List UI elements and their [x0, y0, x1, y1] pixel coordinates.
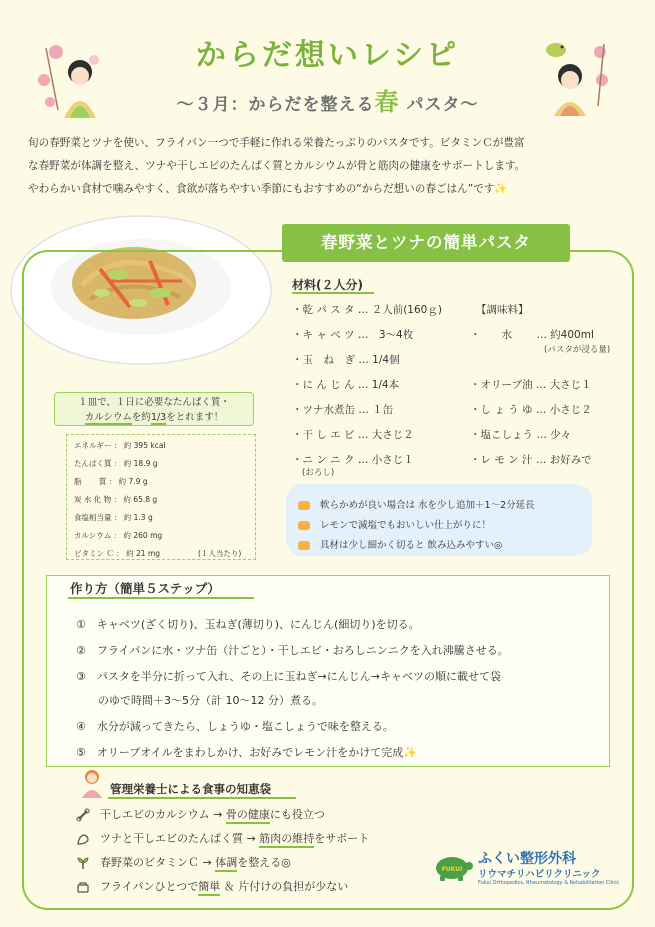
nutrition-note-mid: を約 [131, 412, 151, 423]
steps-heading: 作り方（簡単５ステップ） [70, 581, 220, 596]
tip-item: 具材は少し細かく切ると 飲み込みやすい◎ [298, 537, 502, 551]
step-item: のゆで時間＋3～5分（計 10～12 分）煮る。 [76, 694, 323, 707]
step-item: ⑤ オリーブオイルをまわしかけ、お好みでレモン汁をかけて完成✨ [76, 746, 417, 759]
ingredient-item: ・ツナ水煮缶 … １缶 [292, 404, 394, 416]
dietitian-heading-underline [108, 797, 296, 799]
ingredient-item: ・ニ ン ニ ク … 小さじ１ [292, 454, 414, 466]
sprout-icon [76, 856, 90, 870]
intro-line: 旬の春野菜とツナを使い、フライパン一つで手軽に作れる栄養たっぷりのパスタです。ビタミンＣが豊富 [28, 137, 525, 149]
ingredient-item: ・キ ャ ベ ツ … 3～4枚 [292, 329, 414, 341]
step-item: ② フライパンに水・ツナ缶（汁ごと）・干しエビ・おろしニンニクを入れ沸騰させる。 [76, 644, 509, 657]
subtitle-before: ～３月：からだを整える [176, 95, 375, 115]
nutrition-row: ビタミン Ｃ ： 約 21 mg [74, 549, 161, 558]
seasoning-item: ・オリーブ油 … 大さじ１ [470, 379, 592, 391]
pot-icon [76, 880, 90, 894]
nutrition-row: 脂 質 ： 約 7.9 g [74, 477, 148, 486]
ingredient-item: ・乾 パ ス タ … ２人前(160ｇ) [292, 304, 442, 316]
page-title: からだ想いレシピ [195, 38, 460, 73]
nutrition-row: 食塩相当量 ： 約 1.3 g [74, 513, 153, 522]
ingredient-item: ・に ん じ ん … 1/4本 [292, 379, 400, 391]
hina-doll-boy-illustration [540, 36, 610, 116]
dietitian-heading: 管理栄養士による食事の知恵袋 [110, 782, 271, 796]
dietitian-item: 春野菜のビタミンＣ → 体調を整える◎ [76, 854, 291, 870]
pointing-hand-icon [298, 521, 310, 530]
bone-icon [76, 808, 90, 822]
seasoning-note: (パスタが浸る量) [544, 345, 611, 355]
nutrition-row: エネルギー ： 約 395 kcal [74, 441, 166, 450]
turtle-logo-label: FUKUI [441, 866, 463, 873]
dish-title: 春野菜とツナの簡単パスタ [282, 224, 570, 262]
tip-item: 軟らかめが良い場合は 水を少し追加＋1～2分延長 [298, 497, 535, 511]
seasoning-item: ・ 水 … 約400ml [470, 329, 594, 341]
ingredients-heading: 材料(２人分) [292, 278, 363, 292]
dietitian-item: フライパンひとつで簡単 ＆ 片付けの負担が少ない [76, 878, 348, 894]
seasoning-item: ・塩こしょう … 少々 [470, 429, 572, 441]
intro-line: な春野菜が体調を整え、ツナや干しエビのたんぱく質とカルシウムが骨と筋肉の健康をサポートします。 [28, 160, 526, 172]
seasoning-heading: 【調味料】 [476, 304, 529, 316]
ingredient-item: ・玉 ね ぎ … 1/4個 [292, 354, 400, 366]
ingredients-heading-underline [292, 292, 374, 294]
tip-item: レモンで減塩でもおいしい仕上がりに！ [298, 517, 491, 531]
ingredient-item: ・干 し エ ビ … 大さじ２ [292, 429, 414, 441]
subtitle-after: パスタ～ [399, 95, 479, 115]
nutrition-note-line1: １皿で、１日に必要なたんぱく質・ [78, 397, 230, 408]
nutrition-note [54, 392, 254, 426]
seasoning-item: ・し ょ う ゆ … 小さじ２ [470, 404, 592, 416]
dietitian-item: 干しエビのカルシウム → 骨の健康にも役立つ [76, 806, 325, 822]
turtle-logo-icon [432, 850, 474, 882]
nutrition-row: カルシウム ： 約 260 mg [74, 531, 163, 540]
nutrition-note-end: をとれます！ [166, 412, 224, 423]
muscle-icon [76, 832, 90, 846]
steps-heading-underline [68, 597, 254, 599]
pointing-hand-icon [298, 501, 310, 510]
clinic-subtitle: リウマチリハビリクリニック [478, 869, 601, 880]
step-item: ① キャベツ(ざく切り)、玉ねぎ(薄切り)、にんじん(細切り)を切る。 [76, 618, 420, 631]
step-item: ④ 水分が減ってきたら、しょうゆ・塩こしょうで味を整える。 [76, 720, 394, 733]
nutrition-note-calcium: カルシウム [84, 412, 132, 423]
intro-line: やわらかい食材で噛みやすく、食欲が落ちやすい季節にもおすすめの“からだ想いの春ごはん”です✨ [28, 183, 508, 195]
clinic-english-name: Fukui Orthopedics, Rheumatology & Rehabilitation Clinic [478, 880, 620, 886]
hina-doll-girl-illustration [36, 40, 106, 120]
seasoning-item: ・レ モ ン 汁 … お好みで [470, 454, 592, 466]
nutrition-row: たんぱく質 ： 約 18.9 g [74, 459, 158, 468]
clinic-name: ふくい整形外科 [478, 851, 576, 867]
dietitian-icon [80, 768, 104, 798]
dietitian-item: ツナと干しエビのたんぱく質 → 筋肉の維持をサポート [76, 830, 369, 846]
pointing-hand-icon [298, 541, 310, 550]
nutrition-note-line2 [55, 410, 253, 425]
subtitle-highlight: 春 [374, 88, 400, 116]
nutrition-per-person: (１人当たり) [198, 549, 242, 558]
step-item: ③ パスタを半分に折って入れ、その上に玉ねぎ→にんじん→キャベツの順に載せて袋 [76, 670, 501, 683]
intro-text [28, 132, 633, 201]
nutrition-row: 炭 水 化 物 ： 約 65.8 g [74, 495, 158, 504]
ingredient-note: (おろし) [302, 468, 335, 478]
nutrition-note-fraction: 1/3 [150, 412, 167, 423]
